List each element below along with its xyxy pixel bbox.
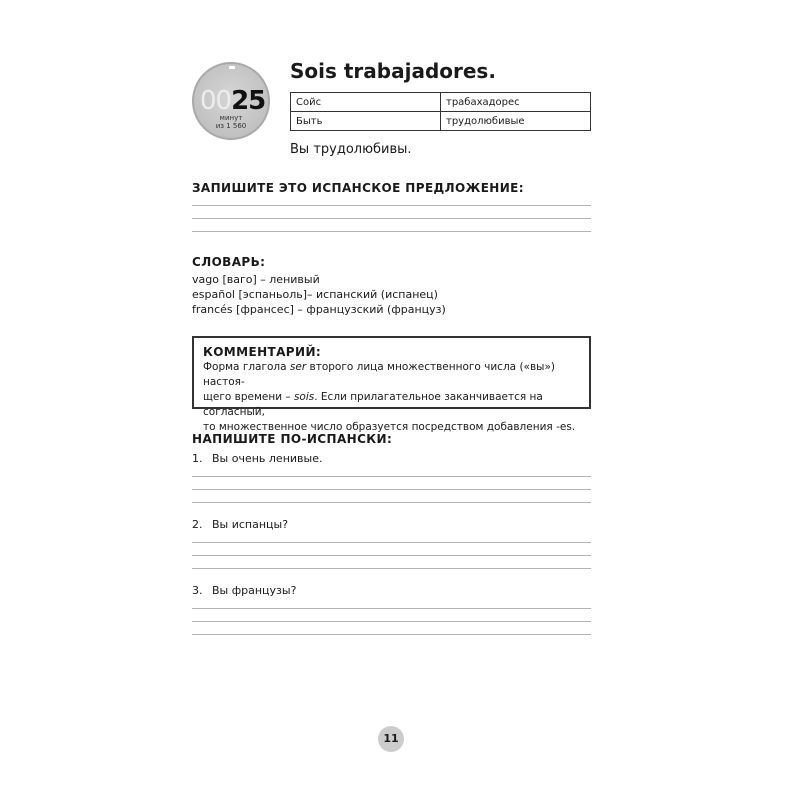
vocabulary-item: francés [франсес] – французский (француз) — [192, 303, 446, 316]
answer-line[interactable] — [192, 621, 591, 622]
exercise-item — [192, 584, 296, 597]
exercise-prompt: Вы испанцы? — [212, 518, 289, 531]
commentary-term: sois — [293, 391, 315, 403]
vocabulary-heading: СЛОВАРЬ: — [192, 255, 266, 269]
table-cell-reading: трудолюбивые — [441, 112, 591, 131]
answer-line[interactable] — [192, 568, 591, 569]
vocabulary-list — [192, 272, 446, 317]
answer-line[interactable] — [192, 555, 591, 556]
commentary-line — [203, 360, 580, 390]
timer-digits — [200, 86, 264, 116]
vocabulary-item: vago [ваго] – ленивый — [192, 273, 320, 286]
exercises-heading: НАПИШИТЕ ПО-ИСПАНСКИ: — [192, 432, 393, 446]
answer-line[interactable] — [192, 608, 591, 609]
table-cell-spanish: Сойс — [291, 93, 441, 112]
timer-unit: минут — [219, 114, 243, 122]
commentary-term: ser — [289, 361, 307, 373]
page-number: 11 — [378, 726, 404, 752]
timer-digits-value: 25 — [231, 86, 266, 116]
commentary-text: Форма глагола — [203, 361, 290, 373]
table-cell-reading: трабахадорес — [441, 93, 591, 112]
exercise-item — [192, 452, 322, 465]
commentary-box — [192, 336, 591, 433]
write-heading: ЗАПИШИТЕ ЭТО ИСПАНСКОЕ ПРЕДЛОЖЕНИЕ: — [192, 181, 524, 195]
vocabulary-item: español [эспаньоль]– испанский (испанец) — [192, 288, 438, 301]
table-cell-spanish: Быть — [291, 112, 441, 131]
commentary-heading: КОММЕНТАРИЙ: — [203, 345, 322, 359]
commentary-line: то множественное число образуется посредством добавления -es. — [203, 421, 576, 433]
exercise-number: 2. — [192, 518, 203, 531]
commentary-text: щего времени – — [203, 391, 294, 403]
timer-badge — [192, 62, 270, 140]
exercise-number: 3. — [192, 584, 203, 597]
exercise-prompt: Вы французы? — [212, 584, 297, 597]
exercise-prompt: Вы очень ленивые. — [212, 452, 323, 465]
write-line[interactable] — [192, 231, 591, 232]
answer-line[interactable] — [192, 634, 591, 635]
commentary-text: второго лица множественного числа («вы») настоя- — [203, 361, 555, 388]
exercise-item — [192, 518, 288, 531]
write-line[interactable] — [192, 205, 591, 206]
commentary-line — [203, 390, 580, 420]
write-line[interactable] — [192, 218, 591, 219]
timer-top-pip — [229, 66, 235, 69]
pronunciation-table — [290, 92, 591, 131]
commentary-text: . Если прилагательное заканчивается на согласный, — [203, 391, 543, 418]
exercise-number: 1. — [192, 452, 203, 465]
answer-line[interactable] — [192, 489, 591, 490]
answer-line[interactable] — [192, 476, 591, 477]
timer-total: из 1 560 — [215, 122, 247, 130]
answer-line[interactable] — [192, 502, 591, 503]
timer-digits-ghost: 00 — [200, 86, 232, 116]
translation-text: Вы трудолюбивы. — [290, 142, 412, 157]
table-row — [291, 112, 591, 131]
answer-line[interactable] — [192, 542, 591, 543]
table-row — [291, 93, 591, 112]
lesson-title: Sois trabajadores. — [290, 59, 496, 83]
